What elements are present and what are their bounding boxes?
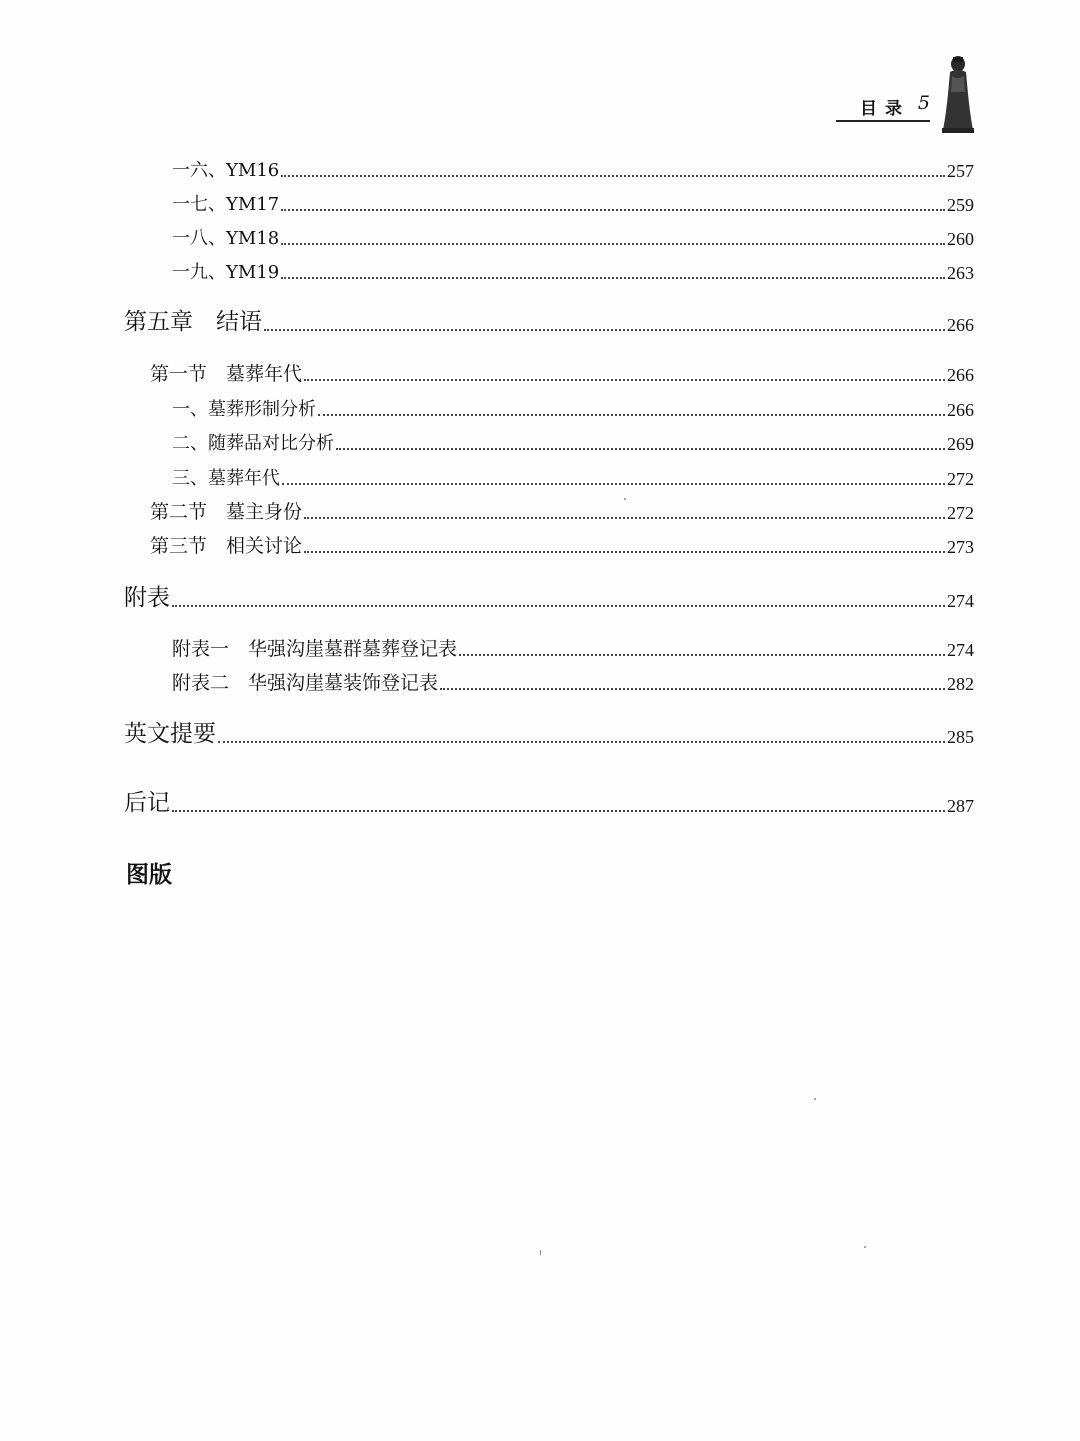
dot-leader	[318, 414, 945, 416]
toc-entry-label: 附表二 华强沟崖墓装饰登记表	[172, 672, 439, 694]
toc-page-number: 274	[947, 640, 974, 660]
toc-entry-label: 一九、YM19	[172, 262, 280, 283]
toc-entry-label: 附表一 华强沟崖墓群墓葬登记表	[172, 638, 458, 660]
dot-leader	[172, 605, 945, 607]
toc-page-number: 259	[947, 195, 974, 215]
toc-entry-label: 一六、YM16	[172, 160, 280, 181]
toc-entry-ym17[interactable]	[172, 186, 974, 216]
dot-leader	[281, 243, 945, 245]
toc-entry-ym16[interactable]	[172, 152, 974, 182]
toc-page-number: 263	[947, 263, 974, 283]
tomb-figurine-icon	[940, 54, 976, 134]
toc-page-number: 272	[947, 503, 974, 523]
toc-page-number: 274	[947, 591, 974, 611]
scan-speck	[624, 498, 626, 500]
toc-page-number: 269	[947, 434, 974, 454]
toc-entry-section-2[interactable]	[150, 494, 974, 524]
toc-section-label: 第一节 墓葬年代	[150, 363, 303, 385]
toc-page-number: 260	[947, 229, 974, 249]
toc-page-number: 266	[947, 400, 974, 420]
scan-speck	[540, 1250, 541, 1255]
toc-page-number: 266	[947, 365, 974, 385]
toc-chapter-label: 后记	[124, 790, 170, 816]
toc-entry-ym18[interactable]	[172, 220, 974, 250]
toc-page-number: 257	[947, 161, 974, 181]
dot-leader	[459, 654, 945, 656]
dot-leader	[440, 688, 945, 690]
toc-entry-label: 一八、YM18	[172, 228, 280, 249]
dot-leader	[304, 551, 945, 553]
toc-section-label: 第三节 相关讨论	[150, 535, 303, 557]
dot-leader	[282, 483, 945, 485]
dot-leader	[304, 517, 945, 519]
toc-entry-label: 二、随葬品对比分析	[172, 433, 334, 454]
toc-page-number: 272	[947, 469, 974, 489]
toc-section-label: 第二节 墓主身份	[150, 501, 303, 523]
header-page-number: 5	[917, 92, 930, 114]
running-header	[836, 94, 930, 122]
header-title: 目录	[860, 99, 910, 119]
toc-entry-chapter-5[interactable]	[124, 306, 974, 336]
dot-leader	[281, 277, 945, 279]
toc-entry-appendix-table-2[interactable]	[172, 665, 974, 695]
dot-leader	[264, 329, 945, 331]
toc-entry-tomb-form-analysis[interactable]	[172, 391, 974, 421]
toc-page-number: 285	[947, 727, 974, 747]
dot-leader	[172, 810, 945, 812]
toc-entry-appendix[interactable]	[124, 582, 974, 612]
toc-entry-section-3[interactable]	[150, 528, 974, 558]
toc-entry-ym19[interactable]	[172, 254, 974, 284]
scan-speck	[814, 1098, 816, 1100]
dot-leader	[218, 741, 945, 743]
toc-entry-postscript[interactable]	[124, 787, 974, 817]
dot-leader	[336, 448, 945, 450]
toc-entry-tomb-dating[interactable]	[172, 460, 974, 490]
toc-page-number: 266	[947, 315, 974, 335]
scan-speck	[864, 1246, 866, 1248]
toc-page-number: 282	[947, 674, 974, 694]
toc-page-number: 287	[947, 796, 974, 816]
dot-leader	[281, 209, 945, 211]
dot-leader	[281, 175, 945, 177]
toc-entry-label: 三、墓葬年代	[172, 468, 280, 489]
toc-entry-appendix-table-1[interactable]	[172, 631, 974, 661]
toc-chapter-label: 英文提要	[124, 721, 216, 747]
dot-leader	[304, 379, 945, 381]
toc-entry-section-1[interactable]	[150, 356, 974, 386]
toc-chapter-label: 附表	[124, 585, 170, 611]
toc-entry-label: 一七、YM17	[172, 194, 280, 215]
toc-entry-grave-goods-analysis[interactable]	[172, 425, 974, 455]
toc-entry-label: 一、墓葬形制分析	[172, 399, 316, 420]
toc-chapter-label: 第五章 结语	[124, 309, 262, 335]
toc-entry-english-abstract[interactable]	[124, 718, 974, 748]
toc-page-number: 273	[947, 537, 974, 557]
toc-entry-plates[interactable]: 图版	[126, 861, 172, 888]
